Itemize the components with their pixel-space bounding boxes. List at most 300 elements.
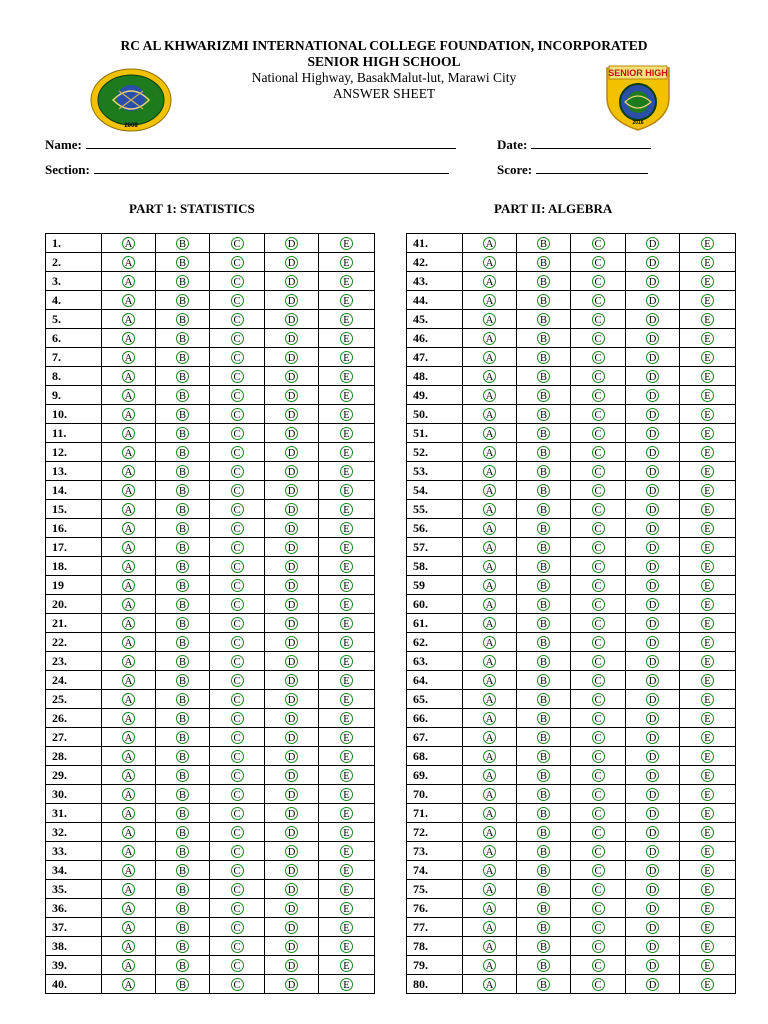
choice-bubble-a[interactable]: A bbox=[122, 541, 135, 554]
choice-bubble-a[interactable]: A bbox=[122, 902, 135, 915]
choice-bubble-d[interactable]: D bbox=[646, 598, 659, 611]
choice-bubble-b[interactable]: B bbox=[176, 560, 189, 573]
choice-bubble-e[interactable]: E bbox=[340, 807, 353, 820]
choice-bubble-d[interactable]: D bbox=[285, 294, 298, 307]
choice-bubble-c[interactable]: C bbox=[231, 940, 244, 953]
choice-bubble-c[interactable]: C bbox=[231, 294, 244, 307]
choice-bubble-b[interactable]: B bbox=[537, 788, 550, 801]
choice-bubble-d[interactable]: D bbox=[285, 579, 298, 592]
choice-bubble-d[interactable]: D bbox=[285, 332, 298, 345]
choice-bubble-d[interactable]: D bbox=[646, 446, 659, 459]
choice-bubble-e[interactable]: E bbox=[340, 921, 353, 934]
choice-bubble-c[interactable]: C bbox=[231, 864, 244, 877]
choice-bubble-e[interactable]: E bbox=[340, 826, 353, 839]
choice-bubble-e[interactable]: E bbox=[340, 313, 353, 326]
choice-bubble-d[interactable]: D bbox=[285, 598, 298, 611]
choice-bubble-d[interactable]: D bbox=[646, 370, 659, 383]
choice-bubble-d[interactable]: D bbox=[285, 503, 298, 516]
choice-bubble-b[interactable]: B bbox=[537, 598, 550, 611]
choice-bubble-b[interactable]: B bbox=[537, 769, 550, 782]
choice-bubble-e[interactable]: E bbox=[701, 484, 714, 497]
choice-bubble-e[interactable]: E bbox=[701, 807, 714, 820]
choice-bubble-c[interactable]: C bbox=[592, 788, 605, 801]
choice-bubble-a[interactable]: A bbox=[483, 351, 496, 364]
choice-bubble-d[interactable]: D bbox=[646, 408, 659, 421]
choice-bubble-e[interactable]: E bbox=[701, 598, 714, 611]
choice-bubble-d[interactable]: D bbox=[285, 351, 298, 364]
choice-bubble-b[interactable]: B bbox=[176, 237, 189, 250]
choice-bubble-d[interactable]: D bbox=[646, 237, 659, 250]
choice-bubble-b[interactable]: B bbox=[537, 845, 550, 858]
choice-bubble-a[interactable]: A bbox=[483, 294, 496, 307]
choice-bubble-a[interactable]: A bbox=[122, 845, 135, 858]
choice-bubble-e[interactable]: E bbox=[340, 427, 353, 440]
choice-bubble-d[interactable]: D bbox=[285, 826, 298, 839]
choice-bubble-a[interactable]: A bbox=[122, 617, 135, 630]
choice-bubble-a[interactable]: A bbox=[122, 275, 135, 288]
choice-bubble-d[interactable]: D bbox=[285, 484, 298, 497]
choice-bubble-b[interactable]: B bbox=[176, 807, 189, 820]
choice-bubble-c[interactable]: C bbox=[592, 522, 605, 535]
choice-bubble-a[interactable]: A bbox=[483, 921, 496, 934]
choice-bubble-a[interactable]: A bbox=[122, 807, 135, 820]
choice-bubble-e[interactable]: E bbox=[701, 522, 714, 535]
choice-bubble-a[interactable]: A bbox=[122, 351, 135, 364]
choice-bubble-c[interactable]: C bbox=[592, 408, 605, 421]
choice-bubble-d[interactable]: D bbox=[285, 731, 298, 744]
choice-bubble-d[interactable]: D bbox=[646, 579, 659, 592]
choice-bubble-d[interactable]: D bbox=[646, 807, 659, 820]
choice-bubble-e[interactable]: E bbox=[340, 883, 353, 896]
choice-bubble-a[interactable]: A bbox=[122, 864, 135, 877]
choice-bubble-c[interactable]: C bbox=[231, 313, 244, 326]
choice-bubble-e[interactable]: E bbox=[340, 978, 353, 991]
choice-bubble-c[interactable]: C bbox=[592, 769, 605, 782]
choice-bubble-e[interactable]: E bbox=[340, 484, 353, 497]
choice-bubble-d[interactable]: D bbox=[285, 750, 298, 763]
choice-bubble-e[interactable]: E bbox=[701, 560, 714, 573]
choice-bubble-b[interactable]: B bbox=[537, 731, 550, 744]
choice-bubble-d[interactable]: D bbox=[646, 864, 659, 877]
choice-bubble-a[interactable]: A bbox=[483, 731, 496, 744]
choice-bubble-e[interactable]: E bbox=[340, 389, 353, 402]
choice-bubble-a[interactable]: A bbox=[483, 807, 496, 820]
choice-bubble-e[interactable]: E bbox=[701, 769, 714, 782]
choice-bubble-b[interactable]: B bbox=[537, 674, 550, 687]
choice-bubble-d[interactable]: D bbox=[646, 826, 659, 839]
choice-bubble-a[interactable]: A bbox=[122, 427, 135, 440]
choice-bubble-e[interactable]: E bbox=[701, 351, 714, 364]
choice-bubble-b[interactable]: B bbox=[176, 598, 189, 611]
choice-bubble-a[interactable]: A bbox=[483, 256, 496, 269]
choice-bubble-b[interactable]: B bbox=[537, 484, 550, 497]
choice-bubble-b[interactable]: B bbox=[176, 845, 189, 858]
choice-bubble-d[interactable]: D bbox=[646, 883, 659, 896]
choice-bubble-a[interactable]: A bbox=[122, 769, 135, 782]
choice-bubble-c[interactable]: C bbox=[231, 560, 244, 573]
choice-bubble-a[interactable]: A bbox=[483, 788, 496, 801]
choice-bubble-b[interactable]: B bbox=[176, 674, 189, 687]
choice-bubble-c[interactable]: C bbox=[592, 446, 605, 459]
choice-bubble-c[interactable]: C bbox=[231, 408, 244, 421]
choice-bubble-c[interactable]: C bbox=[592, 579, 605, 592]
choice-bubble-b[interactable]: B bbox=[537, 978, 550, 991]
choice-bubble-e[interactable]: E bbox=[340, 655, 353, 668]
choice-bubble-a[interactable]: A bbox=[483, 655, 496, 668]
choice-bubble-d[interactable]: D bbox=[285, 370, 298, 383]
choice-bubble-b[interactable]: B bbox=[537, 313, 550, 326]
choice-bubble-c[interactable]: C bbox=[592, 750, 605, 763]
choice-bubble-e[interactable]: E bbox=[340, 522, 353, 535]
choice-bubble-d[interactable]: D bbox=[646, 731, 659, 744]
choice-bubble-d[interactable]: D bbox=[285, 845, 298, 858]
choice-bubble-a[interactable]: A bbox=[483, 864, 496, 877]
choice-bubble-e[interactable]: E bbox=[701, 674, 714, 687]
choice-bubble-a[interactable]: A bbox=[483, 389, 496, 402]
choice-bubble-a[interactable]: A bbox=[122, 750, 135, 763]
choice-bubble-c[interactable]: C bbox=[231, 978, 244, 991]
choice-bubble-e[interactable]: E bbox=[340, 940, 353, 953]
choice-bubble-e[interactable]: E bbox=[701, 503, 714, 516]
choice-bubble-b[interactable]: B bbox=[176, 617, 189, 630]
choice-bubble-e[interactable]: E bbox=[340, 579, 353, 592]
choice-bubble-d[interactable]: D bbox=[646, 769, 659, 782]
choice-bubble-c[interactable]: C bbox=[592, 503, 605, 516]
choice-bubble-d[interactable]: D bbox=[646, 427, 659, 440]
choice-bubble-b[interactable]: B bbox=[176, 864, 189, 877]
choice-bubble-a[interactable]: A bbox=[483, 465, 496, 478]
choice-bubble-e[interactable]: E bbox=[340, 636, 353, 649]
choice-bubble-c[interactable]: C bbox=[231, 541, 244, 554]
choice-bubble-c[interactable]: C bbox=[231, 807, 244, 820]
choice-bubble-b[interactable]: B bbox=[537, 826, 550, 839]
choice-bubble-c[interactable]: C bbox=[592, 541, 605, 554]
choice-bubble-b[interactable]: B bbox=[176, 389, 189, 402]
score-line[interactable] bbox=[536, 163, 648, 174]
choice-bubble-c[interactable]: C bbox=[592, 313, 605, 326]
choice-bubble-e[interactable]: E bbox=[701, 959, 714, 972]
choice-bubble-d[interactable]: D bbox=[285, 921, 298, 934]
choice-bubble-d[interactable]: D bbox=[285, 560, 298, 573]
choice-bubble-e[interactable]: E bbox=[340, 731, 353, 744]
choice-bubble-e[interactable]: E bbox=[701, 978, 714, 991]
choice-bubble-c[interactable]: C bbox=[592, 427, 605, 440]
choice-bubble-e[interactable]: E bbox=[701, 579, 714, 592]
choice-bubble-a[interactable]: A bbox=[122, 389, 135, 402]
choice-bubble-c[interactable]: C bbox=[231, 712, 244, 725]
choice-bubble-a[interactable]: A bbox=[483, 408, 496, 421]
choice-bubble-a[interactable]: A bbox=[122, 294, 135, 307]
choice-bubble-e[interactable]: E bbox=[340, 902, 353, 915]
choice-bubble-e[interactable]: E bbox=[340, 275, 353, 288]
choice-bubble-e[interactable]: E bbox=[701, 313, 714, 326]
choice-bubble-c[interactable]: C bbox=[231, 275, 244, 288]
choice-bubble-b[interactable]: B bbox=[176, 712, 189, 725]
choice-bubble-a[interactable]: A bbox=[122, 636, 135, 649]
choice-bubble-e[interactable]: E bbox=[340, 750, 353, 763]
choice-bubble-e[interactable]: E bbox=[701, 864, 714, 877]
choice-bubble-a[interactable]: A bbox=[122, 560, 135, 573]
choice-bubble-d[interactable]: D bbox=[646, 503, 659, 516]
choice-bubble-b[interactable]: B bbox=[176, 503, 189, 516]
choice-bubble-a[interactable]: A bbox=[483, 237, 496, 250]
choice-bubble-a[interactable]: A bbox=[483, 712, 496, 725]
choice-bubble-a[interactable]: A bbox=[122, 332, 135, 345]
choice-bubble-d[interactable]: D bbox=[285, 408, 298, 421]
choice-bubble-e[interactable]: E bbox=[340, 237, 353, 250]
score-field[interactable] bbox=[497, 162, 648, 178]
name-field[interactable] bbox=[45, 137, 456, 153]
choice-bubble-d[interactable]: D bbox=[646, 389, 659, 402]
choice-bubble-d[interactable]: D bbox=[285, 256, 298, 269]
choice-bubble-d[interactable]: D bbox=[285, 902, 298, 915]
choice-bubble-d[interactable]: D bbox=[285, 636, 298, 649]
choice-bubble-a[interactable]: A bbox=[483, 541, 496, 554]
choice-bubble-a[interactable]: A bbox=[122, 655, 135, 668]
choice-bubble-e[interactable]: E bbox=[701, 294, 714, 307]
choice-bubble-c[interactable]: C bbox=[231, 617, 244, 630]
choice-bubble-a[interactable]: A bbox=[483, 636, 496, 649]
choice-bubble-b[interactable]: B bbox=[537, 237, 550, 250]
choice-bubble-d[interactable]: D bbox=[646, 541, 659, 554]
choice-bubble-e[interactable]: E bbox=[701, 370, 714, 383]
choice-bubble-b[interactable]: B bbox=[537, 617, 550, 630]
choice-bubble-b[interactable]: B bbox=[176, 465, 189, 478]
choice-bubble-c[interactable]: C bbox=[231, 788, 244, 801]
choice-bubble-b[interactable]: B bbox=[176, 769, 189, 782]
choice-bubble-e[interactable]: E bbox=[340, 674, 353, 687]
choice-bubble-b[interactable]: B bbox=[537, 693, 550, 706]
choice-bubble-b[interactable]: B bbox=[176, 883, 189, 896]
choice-bubble-c[interactable]: C bbox=[231, 636, 244, 649]
choice-bubble-c[interactable]: C bbox=[231, 959, 244, 972]
choice-bubble-b[interactable]: B bbox=[176, 522, 189, 535]
choice-bubble-a[interactable]: A bbox=[483, 446, 496, 459]
choice-bubble-b[interactable]: B bbox=[176, 636, 189, 649]
choice-bubble-c[interactable]: C bbox=[592, 636, 605, 649]
choice-bubble-a[interactable]: A bbox=[483, 275, 496, 288]
choice-bubble-b[interactable]: B bbox=[537, 427, 550, 440]
choice-bubble-b[interactable]: B bbox=[176, 978, 189, 991]
choice-bubble-b[interactable]: B bbox=[537, 902, 550, 915]
date-line[interactable] bbox=[531, 138, 651, 149]
choice-bubble-c[interactable]: C bbox=[592, 617, 605, 630]
choice-bubble-b[interactable]: B bbox=[537, 465, 550, 478]
choice-bubble-c[interactable]: C bbox=[231, 598, 244, 611]
choice-bubble-c[interactable]: C bbox=[231, 351, 244, 364]
choice-bubble-c[interactable]: C bbox=[592, 560, 605, 573]
choice-bubble-e[interactable]: E bbox=[701, 389, 714, 402]
choice-bubble-a[interactable]: A bbox=[122, 693, 135, 706]
choice-bubble-d[interactable]: D bbox=[646, 655, 659, 668]
choice-bubble-e[interactable]: E bbox=[340, 256, 353, 269]
section-field[interactable] bbox=[45, 162, 449, 178]
choice-bubble-b[interactable]: B bbox=[176, 332, 189, 345]
choice-bubble-c[interactable]: C bbox=[592, 370, 605, 383]
choice-bubble-c[interactable]: C bbox=[231, 427, 244, 440]
choice-bubble-c[interactable]: C bbox=[592, 598, 605, 611]
choice-bubble-d[interactable]: D bbox=[646, 712, 659, 725]
choice-bubble-e[interactable]: E bbox=[340, 465, 353, 478]
choice-bubble-b[interactable]: B bbox=[176, 275, 189, 288]
choice-bubble-e[interactable]: E bbox=[340, 617, 353, 630]
choice-bubble-e[interactable]: E bbox=[701, 788, 714, 801]
choice-bubble-c[interactable]: C bbox=[231, 389, 244, 402]
choice-bubble-b[interactable]: B bbox=[176, 902, 189, 915]
choice-bubble-b[interactable]: B bbox=[537, 541, 550, 554]
choice-bubble-d[interactable]: D bbox=[646, 313, 659, 326]
choice-bubble-b[interactable]: B bbox=[176, 484, 189, 497]
choice-bubble-c[interactable]: C bbox=[592, 237, 605, 250]
choice-bubble-c[interactable]: C bbox=[592, 351, 605, 364]
choice-bubble-e[interactable]: E bbox=[701, 826, 714, 839]
choice-bubble-b[interactable]: B bbox=[537, 389, 550, 402]
choice-bubble-a[interactable]: A bbox=[122, 370, 135, 383]
choice-bubble-b[interactable]: B bbox=[537, 351, 550, 364]
choice-bubble-b[interactable]: B bbox=[176, 294, 189, 307]
choice-bubble-c[interactable]: C bbox=[592, 256, 605, 269]
choice-bubble-e[interactable]: E bbox=[340, 864, 353, 877]
choice-bubble-b[interactable]: B bbox=[537, 712, 550, 725]
choice-bubble-b[interactable]: B bbox=[176, 655, 189, 668]
choice-bubble-d[interactable]: D bbox=[646, 674, 659, 687]
choice-bubble-a[interactable]: A bbox=[122, 256, 135, 269]
choice-bubble-c[interactable]: C bbox=[231, 674, 244, 687]
choice-bubble-a[interactable]: A bbox=[483, 427, 496, 440]
choice-bubble-a[interactable]: A bbox=[483, 693, 496, 706]
choice-bubble-c[interactable]: C bbox=[231, 826, 244, 839]
choice-bubble-c[interactable]: C bbox=[592, 921, 605, 934]
choice-bubble-d[interactable]: D bbox=[646, 294, 659, 307]
choice-bubble-b[interactable]: B bbox=[537, 636, 550, 649]
choice-bubble-c[interactable]: C bbox=[231, 750, 244, 763]
choice-bubble-d[interactable]: D bbox=[646, 560, 659, 573]
choice-bubble-e[interactable]: E bbox=[340, 712, 353, 725]
choice-bubble-c[interactable]: C bbox=[592, 731, 605, 744]
choice-bubble-a[interactable]: A bbox=[483, 560, 496, 573]
choice-bubble-c[interactable]: C bbox=[592, 693, 605, 706]
choice-bubble-a[interactable]: A bbox=[483, 978, 496, 991]
choice-bubble-c[interactable]: C bbox=[231, 579, 244, 592]
choice-bubble-d[interactable]: D bbox=[646, 750, 659, 763]
choice-bubble-a[interactable]: A bbox=[483, 769, 496, 782]
choice-bubble-c[interactable]: C bbox=[592, 674, 605, 687]
choice-bubble-b[interactable]: B bbox=[537, 579, 550, 592]
choice-bubble-a[interactable]: A bbox=[122, 788, 135, 801]
choice-bubble-c[interactable]: C bbox=[592, 712, 605, 725]
choice-bubble-b[interactable]: B bbox=[176, 408, 189, 421]
choice-bubble-d[interactable]: D bbox=[646, 351, 659, 364]
choice-bubble-d[interactable]: D bbox=[646, 522, 659, 535]
choice-bubble-d[interactable]: D bbox=[285, 674, 298, 687]
choice-bubble-e[interactable]: E bbox=[701, 446, 714, 459]
choice-bubble-b[interactable]: B bbox=[176, 959, 189, 972]
choice-bubble-b[interactable]: B bbox=[176, 256, 189, 269]
choice-bubble-c[interactable]: C bbox=[592, 332, 605, 345]
choice-bubble-a[interactable]: A bbox=[483, 617, 496, 630]
choice-bubble-c[interactable]: C bbox=[231, 921, 244, 934]
choice-bubble-a[interactable]: A bbox=[483, 674, 496, 687]
choice-bubble-e[interactable]: E bbox=[340, 351, 353, 364]
choice-bubble-e[interactable]: E bbox=[340, 370, 353, 383]
choice-bubble-d[interactable]: D bbox=[285, 959, 298, 972]
choice-bubble-e[interactable]: E bbox=[701, 332, 714, 345]
choice-bubble-c[interactable]: C bbox=[592, 275, 605, 288]
choice-bubble-b[interactable]: B bbox=[176, 446, 189, 459]
name-line[interactable] bbox=[86, 138, 456, 149]
choice-bubble-b[interactable]: B bbox=[537, 256, 550, 269]
choice-bubble-d[interactable]: D bbox=[646, 693, 659, 706]
choice-bubble-e[interactable]: E bbox=[340, 560, 353, 573]
choice-bubble-d[interactable]: D bbox=[646, 636, 659, 649]
choice-bubble-b[interactable]: B bbox=[537, 275, 550, 288]
choice-bubble-a[interactable]: A bbox=[122, 959, 135, 972]
choice-bubble-e[interactable]: E bbox=[340, 845, 353, 858]
choice-bubble-a[interactable]: A bbox=[122, 731, 135, 744]
choice-bubble-c[interactable]: C bbox=[231, 731, 244, 744]
choice-bubble-d[interactable]: D bbox=[646, 465, 659, 478]
choice-bubble-c[interactable]: C bbox=[231, 237, 244, 250]
choice-bubble-d[interactable]: D bbox=[646, 902, 659, 915]
choice-bubble-e[interactable]: E bbox=[340, 503, 353, 516]
choice-bubble-d[interactable]: D bbox=[285, 978, 298, 991]
choice-bubble-d[interactable]: D bbox=[285, 237, 298, 250]
choice-bubble-e[interactable]: E bbox=[701, 275, 714, 288]
choice-bubble-e[interactable]: E bbox=[701, 731, 714, 744]
choice-bubble-d[interactable]: D bbox=[285, 883, 298, 896]
choice-bubble-e[interactable]: E bbox=[701, 408, 714, 421]
choice-bubble-c[interactable]: C bbox=[231, 332, 244, 345]
choice-bubble-b[interactable]: B bbox=[176, 731, 189, 744]
choice-bubble-c[interactable]: C bbox=[231, 446, 244, 459]
choice-bubble-b[interactable]: B bbox=[537, 883, 550, 896]
choice-bubble-a[interactable]: A bbox=[122, 446, 135, 459]
choice-bubble-d[interactable]: D bbox=[285, 427, 298, 440]
choice-bubble-d[interactable]: D bbox=[646, 921, 659, 934]
choice-bubble-d[interactable]: D bbox=[646, 845, 659, 858]
choice-bubble-d[interactable]: D bbox=[646, 940, 659, 953]
choice-bubble-a[interactable]: A bbox=[483, 959, 496, 972]
choice-bubble-d[interactable]: D bbox=[285, 275, 298, 288]
choice-bubble-d[interactable]: D bbox=[285, 522, 298, 535]
choice-bubble-a[interactable]: A bbox=[483, 503, 496, 516]
choice-bubble-a[interactable]: A bbox=[483, 902, 496, 915]
choice-bubble-c[interactable]: C bbox=[592, 655, 605, 668]
choice-bubble-a[interactable]: A bbox=[483, 750, 496, 763]
choice-bubble-b[interactable]: B bbox=[176, 541, 189, 554]
choice-bubble-c[interactable]: C bbox=[592, 389, 605, 402]
choice-bubble-e[interactable]: E bbox=[701, 940, 714, 953]
choice-bubble-a[interactable]: A bbox=[122, 579, 135, 592]
choice-bubble-d[interactable]: D bbox=[285, 389, 298, 402]
choice-bubble-c[interactable]: C bbox=[231, 769, 244, 782]
choice-bubble-d[interactable]: D bbox=[285, 313, 298, 326]
choice-bubble-a[interactable]: A bbox=[122, 883, 135, 896]
choice-bubble-d[interactable]: D bbox=[285, 940, 298, 953]
choice-bubble-c[interactable]: C bbox=[592, 902, 605, 915]
choice-bubble-d[interactable]: D bbox=[285, 788, 298, 801]
choice-bubble-e[interactable]: E bbox=[340, 769, 353, 782]
choice-bubble-c[interactable]: C bbox=[592, 883, 605, 896]
choice-bubble-c[interactable]: C bbox=[231, 902, 244, 915]
choice-bubble-c[interactable]: C bbox=[231, 503, 244, 516]
choice-bubble-c[interactable]: C bbox=[592, 294, 605, 307]
choice-bubble-c[interactable]: C bbox=[592, 959, 605, 972]
choice-bubble-a[interactable]: A bbox=[122, 940, 135, 953]
choice-bubble-b[interactable]: B bbox=[537, 332, 550, 345]
date-field[interactable] bbox=[497, 137, 651, 153]
choice-bubble-b[interactable]: B bbox=[537, 750, 550, 763]
